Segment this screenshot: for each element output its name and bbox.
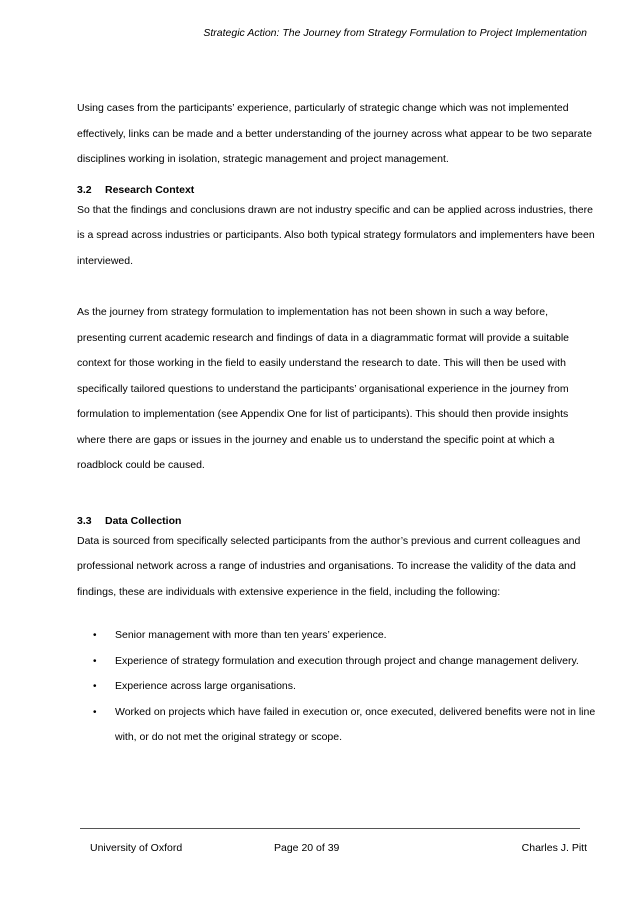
section-heading-3-3 <box>77 513 597 529</box>
list-item <box>77 623 597 649</box>
section-title: Research Context <box>105 183 195 196</box>
research-context-paragraph-1: So that the findings and conclusions drawn are not industry specific and can be applied across industries, there is a spread across industries or participants. Also both typical strategy formulators and implementers have been interviewed. <box>77 203 595 267</box>
bullet-icon: • <box>93 681 97 692</box>
bullet-icon: • <box>93 655 97 667</box>
bullet-icon: • <box>93 706 97 718</box>
section-title: Data Collection <box>105 514 182 527</box>
footer-divider <box>80 828 580 829</box>
running-header: Strategic Action: The Journey from Strategy Formulation to Project Implementation <box>203 27 587 39</box>
list-item <box>77 649 597 675</box>
list-item-text: Senior management with more than ten years’ experience. <box>115 629 387 641</box>
criteria-list <box>77 623 597 751</box>
list-item-text: Experience of strategy formulation and execution through project and change management delivery. <box>115 654 579 667</box>
section-number: 3.3 <box>77 514 92 527</box>
list-item-text: Worked on projects which have failed in execution or, once executed, delivered benefits were not in line with, or do not met the original strategy or scope. <box>115 705 596 743</box>
footer-author: Charles J. Pitt <box>521 842 587 854</box>
list-item-text: Experience across large organisations. <box>115 680 296 692</box>
section-number: 3.2 <box>77 183 92 196</box>
data-collection-paragraph: Data is sourced from specifically selected participants from the author’s previous and current colleagues and professional network across a range of industries and organisations. To increase the validity of the data and findings, these are individuals with extensive experience in the field, including the following: <box>77 534 581 598</box>
section-heading-3-2 <box>77 182 597 198</box>
footer-institution: University of Oxford <box>90 842 183 854</box>
footer-page-number: Page 20 of 39 <box>274 842 340 854</box>
intro-paragraph: Using cases from the participants’ experience, particularly of strategic change which was not implemented effectively, links can be made and a better understanding of the journey across what appear to be two separate disciplines working in isolation, strategic management and project management. <box>77 102 593 165</box>
research-context-paragraph-2: As the journey from strategy formulation to implementation has not been shown in such a way before, presenting current academic research and findings of data in a diagrammatic format will provide a suitable context for those working in the field to easily understand the research to date. This will then be used with specifically tailored questions to understand the participants’ organisational experience in the journey from formulation to implementation (see Appendix One for list of participants). This should then provide insights where there are gaps or issues in the journey and enable us to understand the specific point at which a roadblock could be caused. <box>77 306 570 471</box>
list-item <box>77 674 597 700</box>
list-item <box>77 700 597 751</box>
bullet-icon: • <box>93 630 97 641</box>
page-body <box>77 96 597 751</box>
